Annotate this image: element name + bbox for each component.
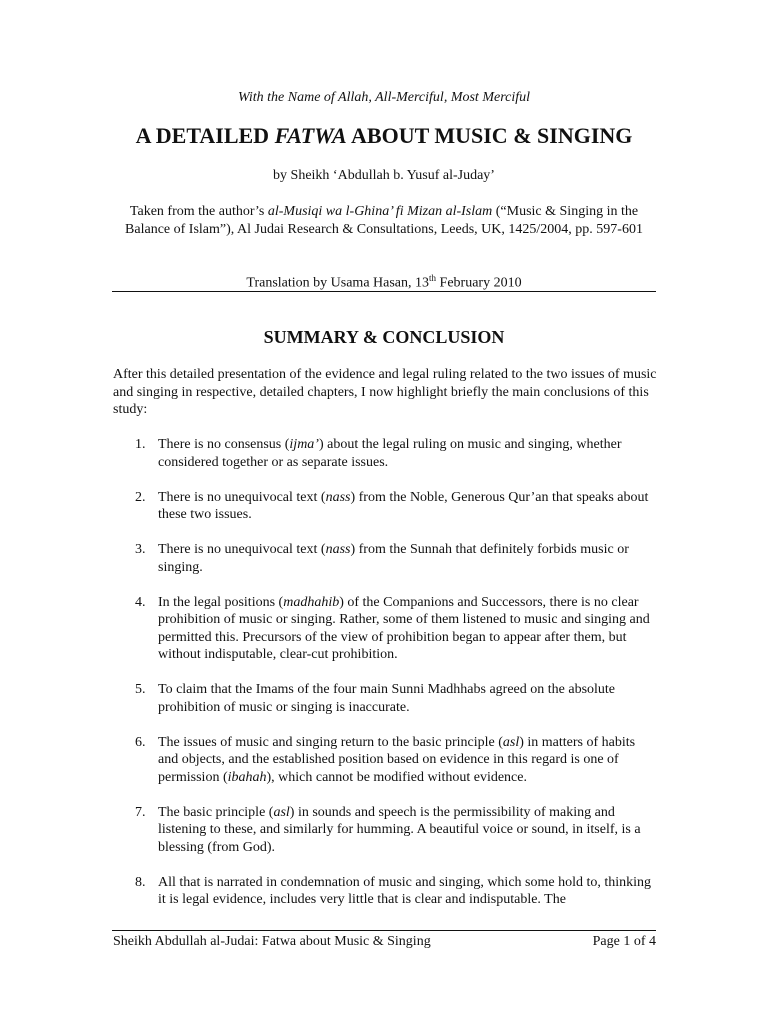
intro-paragraph: After this detailed presentation of the evidence and legal ruling related to the two issues of music and singing in respective, detailed chapters, I now highlight briefly the main conclusions of this study:: [113, 367, 657, 417]
list-item-text: The basic principle (: [158, 804, 274, 820]
list-item-text: All that is narrated in condemnation of music and singing, which some hold to, thinking it is legal evidence, includes very little that is clear and indisputable. The: [158, 874, 652, 907]
list-item: [113, 541, 658, 576]
list-item: [113, 804, 658, 857]
list-item-number: 5.: [135, 682, 146, 697]
source-part-2: (“Music & Singing in the Balance of Islam”), Al Judai Research & Consultations, Leeds, UK, 1425/2004, pp. 597-601: [125, 204, 643, 237]
header-divider: [112, 291, 656, 292]
list-item-number: 2.: [135, 489, 146, 505]
footer-running-title: Sheikh Abdullah al-Judai: Fatwa about Music & Singing: [113, 934, 431, 949]
list-item-term: asl: [502, 734, 520, 750]
list-item-text: ) from the Sunnah that definitely forbids music or singing.: [158, 542, 629, 575]
translation-part-1: Translation by Usama Hasan, 13: [246, 275, 430, 291]
list-item-number: 6.: [135, 734, 146, 750]
author-byline: by Sheikh ‘Abdullah b. Yusuf al-Juday’: [273, 168, 495, 183]
list-item-term: madhahib: [283, 594, 340, 610]
list-item-text: ) in matters of habits and objects, and the established position based on evidence in this regard is one of permission (: [158, 734, 636, 785]
list-item-text: There is no consensus (: [158, 437, 290, 452]
list-item-number: 8.: [135, 874, 146, 890]
list-item-text: There is no unequivocal text (: [158, 542, 326, 557]
list-item-text: ) about the legal ruling on music and singing, whether considered together or as separate issues.: [158, 437, 622, 470]
translation-part-2: February 2010: [436, 275, 522, 291]
list-item-term: nass: [325, 489, 351, 505]
list-item-text: There is no unequivocal text (: [158, 489, 326, 505]
list-item-text: The issues of music and singing return to the basic principle (: [158, 734, 503, 750]
list-item-term: asl: [273, 804, 290, 820]
list-item: [113, 874, 658, 909]
title-part-2: ABOUT MUSIC & SINGING: [346, 123, 633, 148]
footer-divider: [112, 930, 656, 931]
list-item-number: 3.: [135, 542, 146, 557]
dedication: With the Name of Allah, All-Merciful, Most Merciful: [237, 90, 531, 105]
list-item-text: ) in sounds and speech is the permissibility of making and listening to these, and similarly for humming. A beautiful voice or sound, in itself, is a blessing (from God).: [158, 804, 641, 855]
list-item-text: To claim that the Imams of the four main Sunni Madhhabs agreed on the absolute prohibition of music or singing is inaccurate.: [158, 682, 616, 715]
title-italic-term: FATWA: [274, 123, 347, 148]
source-part-1: Taken from the author’s: [129, 204, 268, 219]
conclusions-list: [113, 436, 658, 926]
list-item-number: 7.: [135, 804, 146, 820]
list-item-term: ibahah: [227, 769, 267, 785]
list-item-text: In the legal positions (: [158, 594, 284, 610]
list-item-term: ijma’: [289, 437, 319, 452]
list-item-term: nass: [325, 542, 351, 557]
list-item: [113, 436, 658, 471]
list-item-text: ) of the Companions and Successors, there is no clear prohibition of music or singing. Rather, some of them listened to music and singing and permitted this. Precursors of the view of prohibition began to appear after them, but without indisputable, clear-cut prohibition.: [158, 594, 650, 662]
source-citation: [112, 203, 656, 239]
list-item: [113, 594, 658, 664]
document-title: [0, 123, 768, 149]
page-number: Page 1 of 4: [592, 934, 656, 949]
translation-credit: [0, 273, 768, 292]
source-book-title: al-Musiqi wa l-Ghina’ fi Mizan al-Islam: [267, 204, 493, 219]
list-item-number: 4.: [135, 594, 146, 610]
translation-ordinal: th: [429, 273, 437, 283]
list-item: [113, 489, 658, 524]
section-heading: SUMMARY & CONCLUSION: [263, 327, 505, 347]
list-item-text: ), which cannot be modified without evidence.: [266, 769, 527, 785]
title-part-1: A DETAILED: [135, 123, 275, 148]
list-item: [113, 681, 658, 716]
list-item-number: 1.: [135, 437, 146, 452]
list-item-text: ) from the Noble, Generous Qur’an that speaks about these two issues.: [158, 489, 649, 522]
list-item: [113, 734, 658, 787]
